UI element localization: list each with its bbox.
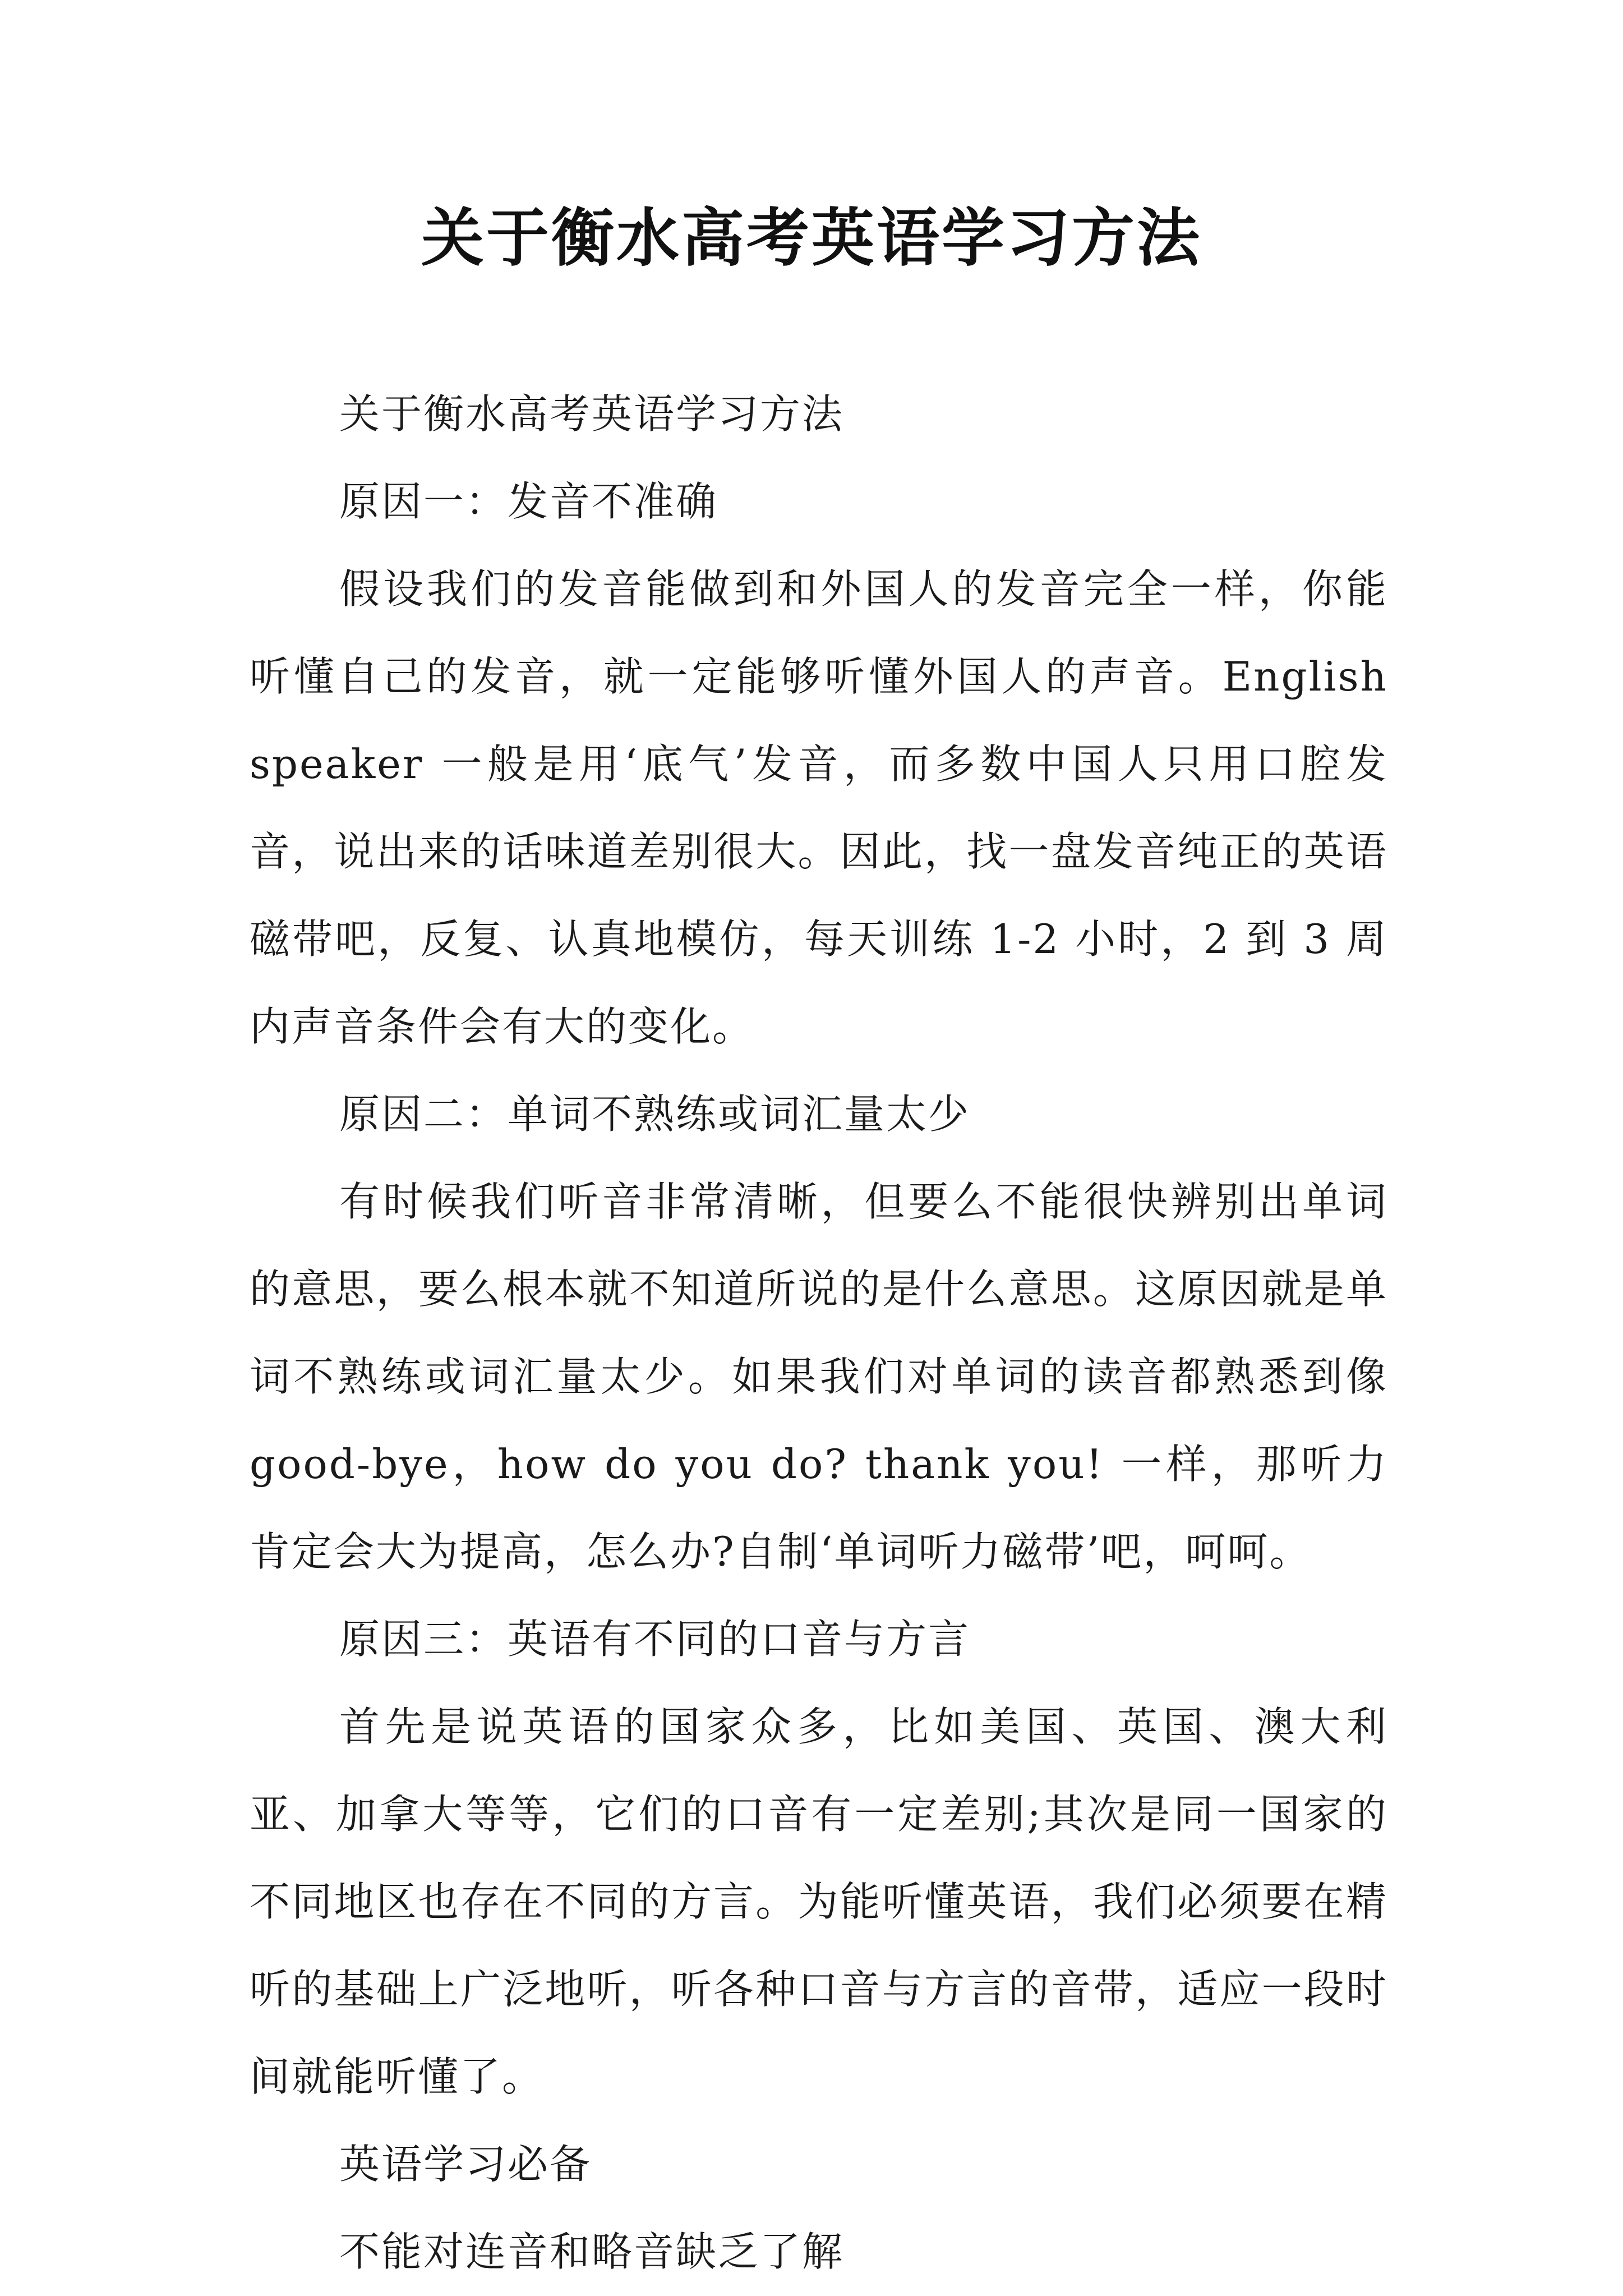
document-title: 关于衡水高考英语学习方法 [421,201,1202,275]
section-heading-reason-1: 原因一：发音不准确 [339,478,718,525]
section-heading-reason-2: 原因二：单词不熟练或词汇量太少 [339,1091,971,1138]
section-heading-reason-3: 原因三：英语有不同的口音与方言 [339,1616,971,1663]
paragraph-liaison: 不能对连音和略音缺乏了解 [339,2228,845,2275]
paragraph-heading: 关于衡水高考英语学习方法 [339,390,845,438]
document-body [250,370,1388,2295]
paragraph-reason-1: 假设我们的发音能做到和外国人的发音完全一样，你能听懂自己的发音，就一定能够听懂外国人的声音。English speaker 一般是用‘底气’发音，而多数中国人只用口腔发音，说出来的话味道差别很大。因此，找一盘发音纯正的英语磁带吧，反复、认真地模仿，每天训练 1-2 小时，2 到 3 周内声音条件会有大的变化。 [250,565,1388,1050]
paragraph-reason-3: 首先是说英语的国家众多，比如美国、英国、澳大利亚、加拿大等等，它们的口音有一定差别;其次是同一国家的不同地区也存在不同的方言。为能听懂英语，我们必须要在精听的基础上广泛地听，听各种口音与方言的音带，适应一段时间就能听懂了。 [250,1703,1388,2100]
section-heading-essentials: 英语学习必备 [339,2141,592,2188]
paragraph-reason-2: 有时候我们听音非常清晰，但要么不能很快辨别出单词的意思，要么根本就不知道所说的是什么意思。这原因就是单词不熟练或词汇量太少。如果我们对单词的读音都熟悉到像 good-bye，how do you do? thank you! 一样，那听力肯定会大为提高，怎么办?自制‘单词听力磁带’吧，呵呵。 [250,1178,1388,1575]
